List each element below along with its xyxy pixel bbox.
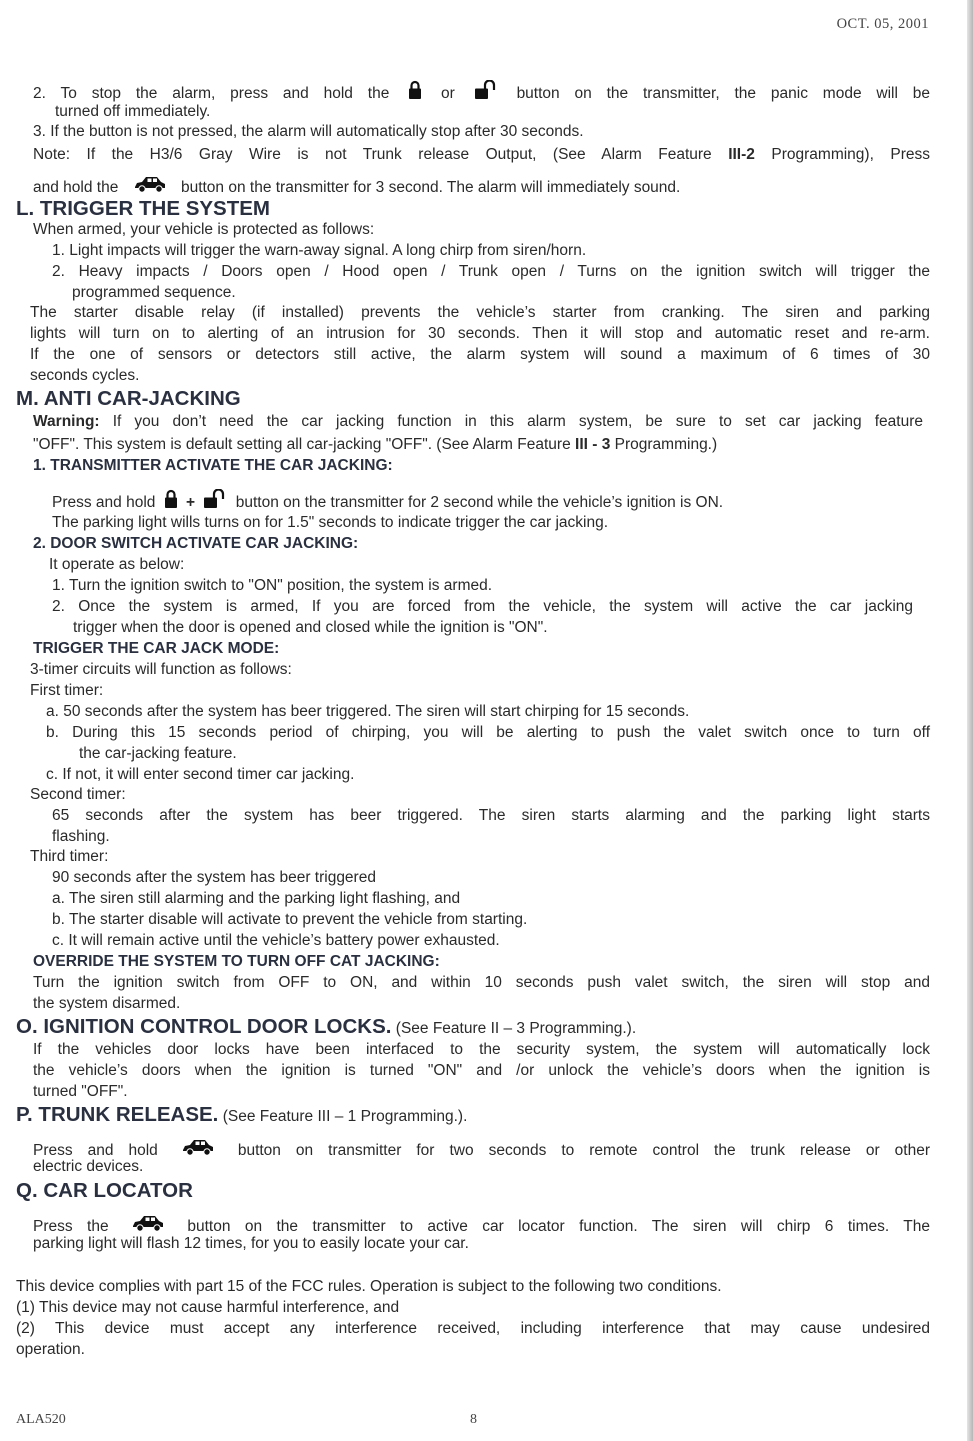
section-p-note-a: (See Feature: [222, 1108, 314, 1125]
section-o-heading: O. IGNITION CONTROL DOOR LOCKS.: [16, 1015, 392, 1038]
footer-model: ALA520: [16, 1412, 66, 1427]
section-o-line3: turned "OFF".: [33, 1083, 128, 1100]
note-text-a: Note: If the H3/6 Gray Wire is not Trunk release Output, (See Alarm Feature: [33, 146, 712, 163]
section-l-item2-a: 2. Heavy impacts / Doors open / Hood open / Trunk open / Turns on the ignition switch will trigger the: [52, 263, 930, 280]
lock-icon: [408, 80, 422, 100]
third-timer-intro: 90 seconds after the system has beer triggered: [52, 869, 376, 886]
fcc-line2: (1) This device may not cause harmful interference, and: [16, 1299, 400, 1316]
alarm-stop-item2: [33, 80, 930, 103]
section-o-note-b: Programming.).: [529, 1020, 637, 1037]
section-m-heading: M. ANTI CAR-JACKING: [16, 387, 241, 410]
alarm-stop-item2-b: button on the transmitter, the panic mode will be: [516, 85, 931, 102]
first-timer-a: a. 50 seconds after the system has beer triggered. The siren will start chirping for 15 seconds.: [46, 703, 690, 720]
section-l-para-4: seconds cycles.: [30, 367, 140, 384]
warning-label: Warning:: [33, 413, 100, 430]
third-timer-b: b. The starter disable will activate to prevent the vehicle from starting.: [52, 911, 528, 928]
section-m-sub1-heading: 1. TRANSMITTER ACTIVATE THE CAR JACKING:: [33, 457, 393, 474]
section-p-text-a: Press and hold: [33, 1142, 158, 1159]
alarm-stop-item2-c: turned off immediately.: [55, 103, 211, 120]
note-text-c: and hold the: [33, 179, 119, 196]
section-o-note-bold: II – 3: [490, 1020, 526, 1037]
third-timer-c: c. It will remain active until the vehicle’s battery power exhausted.: [52, 932, 500, 949]
second-timer-a1: 65 seconds after the system has beer triggered. The siren starts alarming and the parking light starts: [52, 807, 930, 824]
alarm-stop-or: or: [441, 85, 455, 102]
second-timer-a2: flashing.: [52, 828, 110, 845]
first-timer-label: First timer:: [30, 682, 104, 699]
page-edge: [967, 0, 973, 1441]
section-m-sub2-item2-a: 2. Once the system is armed, If you are forced from the vehicle, the system will active the car jacking: [52, 598, 913, 615]
section-o-line1: If the vehicles door locks have been interfaced to the security system, the system will automatically lock: [33, 1041, 930, 1058]
first-timer-c: c. If not, it will enter second timer car jacking.: [46, 766, 355, 783]
section-p-note-b: Programming.).: [360, 1108, 468, 1125]
section-p-heading-line: [16, 1103, 467, 1127]
alarm-stop-note: [33, 146, 930, 164]
fcc-line1: This device complies with part 15 of the FCC rules. Operation is subject to the following two conditions.: [16, 1278, 722, 1295]
unlock-icon: [203, 489, 227, 509]
second-timer-label: Second timer:: [30, 786, 126, 803]
unlock-icon: [474, 80, 498, 100]
section-m-warning-line2: [33, 436, 717, 454]
first-timer-b2: the car-jacking feature.: [79, 745, 237, 762]
section-m-sub1-line1: [52, 489, 723, 512]
note-text-b: Programming), Press: [771, 146, 930, 163]
header-date: OCT. 05, 2001: [836, 16, 929, 32]
section-o-line2: the vehicle’s doors when the ignition is turned "ON" and /or unlock the vehicle’s doors when the ignition is: [33, 1062, 930, 1079]
section-o-heading-line: [16, 1015, 636, 1039]
car-icon: [181, 1137, 215, 1157]
car-icon: [133, 174, 167, 194]
section-m-sub2-item1: 1. Turn the ignition switch to "ON" position, the system is armed.: [52, 577, 493, 594]
section-m-sub3-heading: TRIGGER THE CAR JACK MODE:: [33, 640, 280, 657]
fcc-line3: (2) This device must accept any interference received, including interference that may cause undesired: [16, 1320, 930, 1337]
section-m-warning-line1: [33, 413, 923, 431]
section-l-item2-b: programmed sequence.: [72, 284, 236, 301]
section-l-item1: 1. Light impacts will trigger the warn-away signal. A long chirp from siren/horn.: [52, 242, 587, 259]
section-q-heading: Q. CAR LOCATOR: [16, 1179, 193, 1202]
car-icon: [131, 1213, 165, 1233]
first-timer-b1: b. During this 15 seconds period of chirping, you will be alerting to push the valet switch once to turn off: [46, 724, 930, 741]
section-l-heading: L. TRIGGER THE SYSTEM: [16, 197, 270, 220]
warning-text-a: If you don’t need the car jacking function in this alarm system, be sure to set car jacking feature: [112, 413, 923, 430]
section-p-line1: [33, 1137, 930, 1160]
section-q-line1: [33, 1213, 930, 1236]
alarm-stop-item3: 3. If the button is not pressed, the alarm will automatically stop after 30 seconds.: [33, 123, 584, 140]
section-p-text-b: button on transmitter for two seconds to remote control the trunk release or other: [237, 1142, 930, 1159]
section-m-sub1-line2: The parking light wills turns on for 1.5" seconds to indicate trigger the car jacking.: [52, 514, 609, 531]
note-text-d: button on the transmitter for 3 second. The alarm will immediately sound.: [180, 179, 681, 196]
sub1-text-a: Press and hold: [52, 494, 156, 511]
section-m-sub2-heading: 2. DOOR SWITCH ACTIVATE CAR JACKING:: [33, 535, 359, 552]
timers-intro: 3-timer circuits will function as follows:: [30, 661, 292, 678]
section-o-note-a: (See Feature: [395, 1020, 487, 1037]
override-line1: Turn the ignition switch from OFF to ON, and within 10 seconds push valet switch, the siren will stop and: [33, 974, 930, 991]
alarm-stop-item2-a: 2. To stop the alarm, press and hold the: [33, 85, 390, 102]
alarm-stop-note-line2: [33, 174, 680, 197]
section-p-note-bold: III – 1: [317, 1108, 357, 1125]
section-q-line2: parking light will flash 12 times, for you to easily locate your car.: [33, 1235, 469, 1252]
warning-bold: III - 3: [575, 436, 611, 453]
section-l-para-1: The starter disable relay (if installed) prevents the vehicle’s starter from cranking. The siren and parking: [30, 304, 930, 321]
section-l-para-3: If the one of sensors or detectors still active, the alarm system will sound a maximum of 6 times of 30: [30, 346, 930, 363]
sub1-plus: +: [186, 494, 196, 511]
third-timer-label: Third timer:: [30, 848, 109, 865]
warning-text-c: Programming.): [614, 436, 718, 453]
section-m-sub4-heading: OVERRIDE THE SYSTEM TO TURN OFF CAT JACKING:: [33, 953, 440, 970]
section-l-para-2: lights will turn on to alerting of an intrusion for 30 seconds. Then it will stop and automatic reset and re-arm.: [30, 325, 930, 342]
lock-icon: [164, 489, 178, 509]
section-m-sub2-intro: It operate as below:: [49, 556, 185, 573]
fcc-line4: operation.: [16, 1341, 85, 1358]
section-l-intro: When armed, your vehicle is protected as follows:: [33, 221, 375, 238]
third-timer-a: a. The siren still alarming and the parking light flashing, and: [52, 890, 461, 907]
section-q-text-a: Press the: [33, 1218, 109, 1235]
note-bold: III-2: [728, 146, 755, 163]
section-p-heading: P. TRUNK RELEASE.: [16, 1103, 219, 1126]
sub1-text-b: button on the transmitter for 2 second while the vehicle’s ignition is ON.: [235, 494, 724, 511]
section-m-sub2-item2-b: trigger when the door is opened and closed while the ignition is "ON".: [73, 619, 548, 636]
section-q-text-b: button on the transmitter to active car locator function. The siren will chirp 6 times. The: [187, 1218, 930, 1235]
warning-text-b: "OFF". This system is default setting all car-jacking "OFF". (See Alarm Feature: [33, 436, 571, 453]
override-line2: the system disarmed.: [33, 995, 181, 1012]
footer-page-number: 8: [470, 1412, 477, 1427]
section-p-line2: electric devices.: [33, 1158, 144, 1175]
